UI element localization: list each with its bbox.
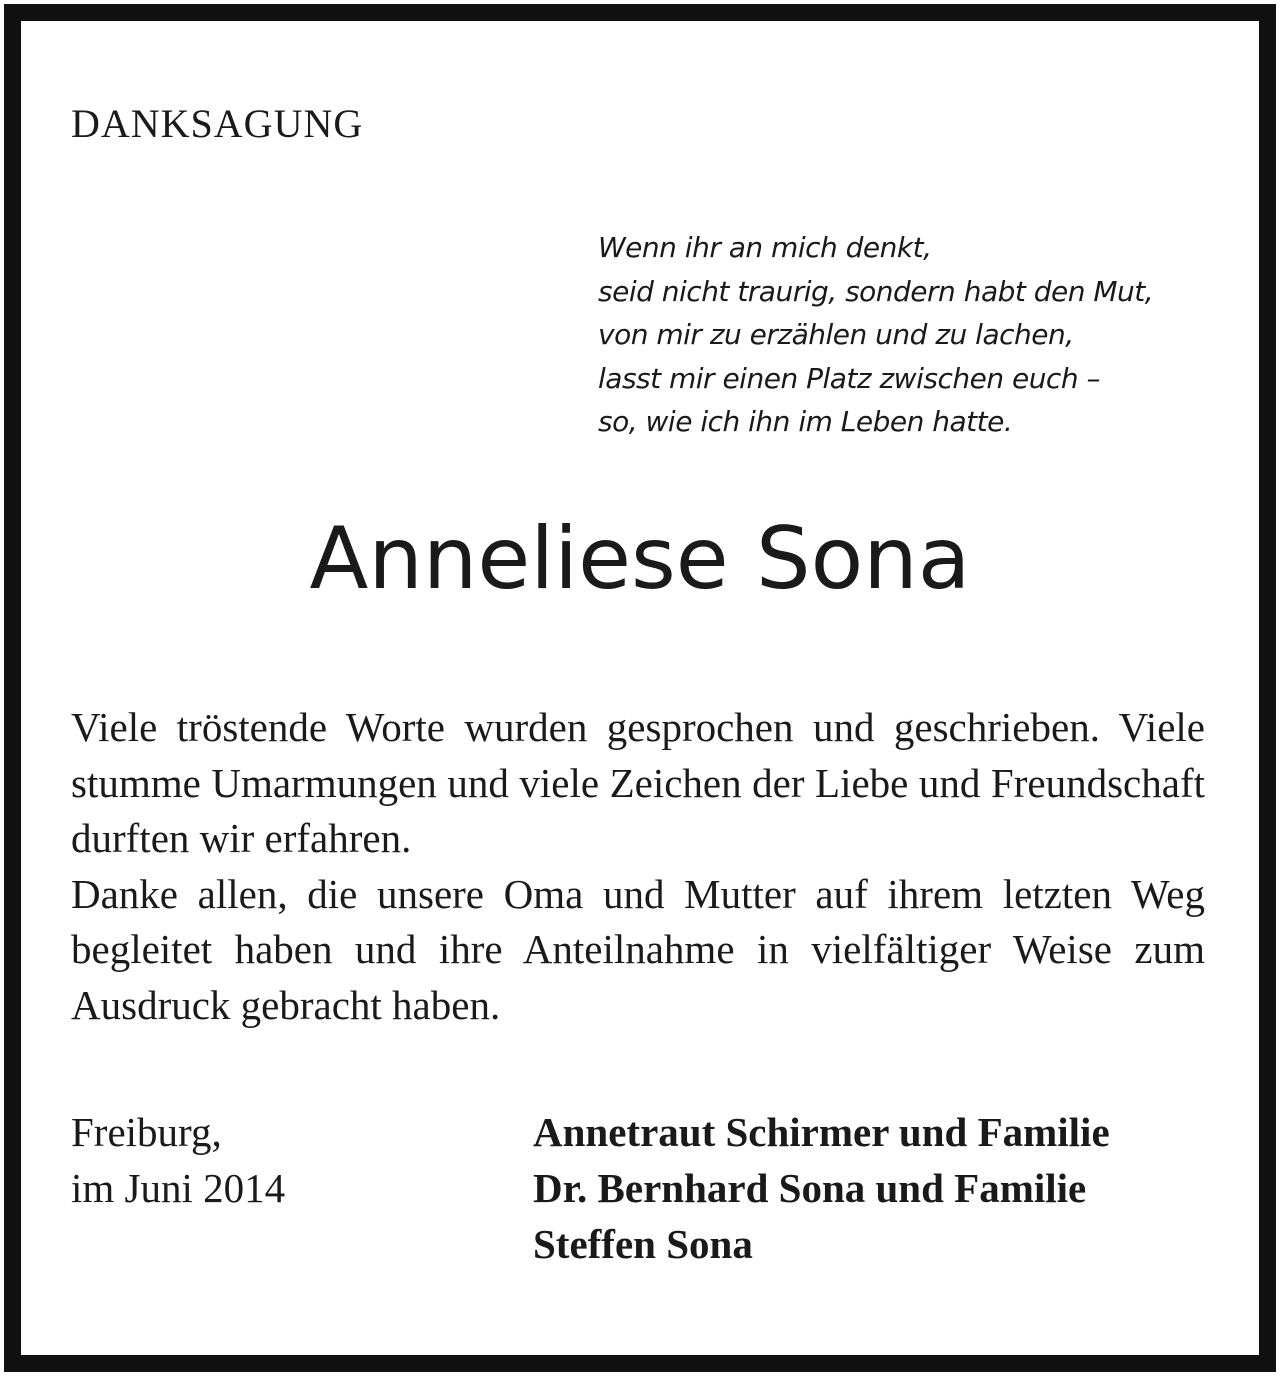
signature-line: Annetraut Schirmer und Familie xyxy=(533,1109,1110,1155)
signature-line: Steffen Sona xyxy=(533,1221,753,1267)
thank-you-message xyxy=(71,700,1205,1033)
poem-verse xyxy=(598,226,1153,444)
signature-line: Dr. Bernhard Sona und Familie xyxy=(533,1165,1087,1211)
place-and-date xyxy=(71,1104,285,1216)
place-date: im Juni 2014 xyxy=(71,1165,286,1211)
message-paragraph: Danke allen, die unsere Oma und Mutter auf ihrem letzten Weg begleitet haben und ihre Anteilnahme in vielfältiger Weise zum Ausdruck gebracht haben. xyxy=(71,870,1205,1028)
place-city: Freiburg, xyxy=(71,1109,222,1155)
poem-line: so, wie ich ihn im Leben hatte. xyxy=(598,405,1013,438)
message-paragraph: Viele tröstende Worte wurden gesprochen und geschrieben. Viele stumme Umarmungen und viele Zeichen der Liebe und Freundschaft durften wir erfahren. xyxy=(71,704,1205,861)
poem-line: Wenn ihr an mich denkt, xyxy=(598,231,932,264)
poem-line: lasst mir einen Platz zwischen euch – xyxy=(598,361,1100,395)
notice-heading: DANKSAGUNG xyxy=(71,101,364,146)
family-signatures xyxy=(533,1104,1110,1272)
deceased-name: Anneliese Sona xyxy=(309,509,971,609)
poem-line: seid nicht traurig, sondern habt den Mut, xyxy=(598,274,1154,308)
poem-line: von mir zu erzählen und zu lachen, xyxy=(598,318,1074,351)
